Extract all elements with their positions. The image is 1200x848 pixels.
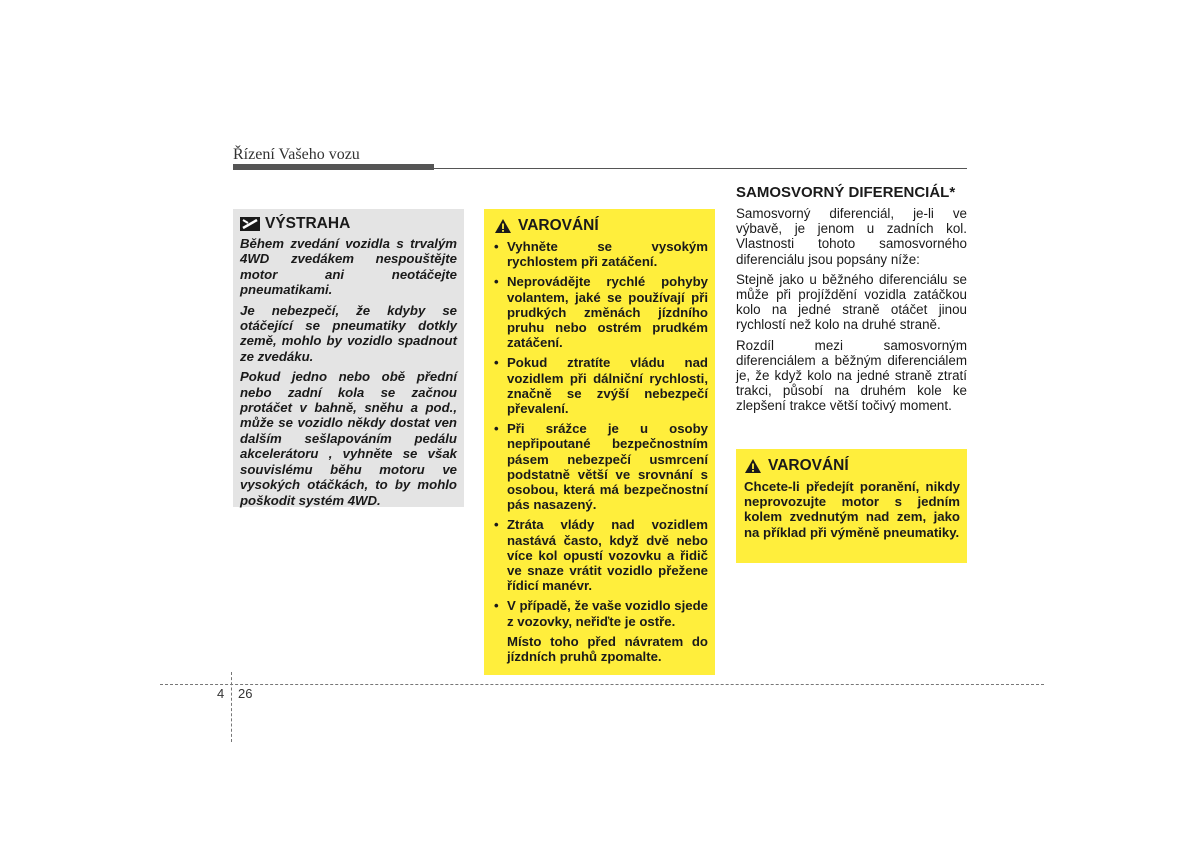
header-rule bbox=[233, 168, 967, 169]
warning-triangle-icon bbox=[744, 458, 762, 474]
body-paragraph: Samosvorný diferenciál, je-li ve výbavě, je jenom u zadních kol. Vlastnosti tohoto samosvorného diferenciálu jsou popsány níže: bbox=[736, 206, 967, 267]
list-item: • Pokud ztratíte vládu nad vozidlem při dálniční rychlosti, značně se zvýší nebezpečí převalení. bbox=[494, 355, 708, 417]
warning-box-varovani-1 bbox=[484, 209, 715, 675]
list-item: • V případě, že vaše vozidlo sjede z vozovky, neřiďte je ostře. bbox=[494, 598, 708, 629]
page-number: 26 bbox=[238, 686, 253, 701]
warning-heading-text: VAROVÁNÍ bbox=[518, 217, 599, 234]
section-body bbox=[736, 206, 967, 419]
warning-heading bbox=[744, 457, 960, 475]
warning-list bbox=[494, 239, 708, 629]
no-lift-icon bbox=[240, 217, 260, 231]
warning-heading bbox=[494, 217, 708, 235]
warning-paragraph: Během zvedání vozidla s trvalým 4WD zvedákem nespouštějte motor ani neotáčejte pneumatikami. bbox=[240, 236, 457, 298]
warning-box-vystraha bbox=[233, 209, 464, 507]
warning-triangle-icon bbox=[494, 218, 512, 234]
warning-heading bbox=[240, 215, 457, 233]
section-title: SAMOSVORNÝ DIFERENCIÁL* bbox=[736, 184, 956, 201]
list-item: • Vyhněte se vysokým rychlostem při zatáčení. bbox=[494, 239, 708, 270]
warning-paragraph: Pokud jedno nebo obě přední nebo zadní kola se začnou protáčet v bahně, sněhu a pod., může se vozidlo někdy dostat ven dalším sešlapováním pedálu akcelerátoru , vyhněte se však souvislému běhu motoru ve vysokých otáčkách, to by mohlo poškodit systém 4WD. bbox=[240, 369, 457, 508]
warning-paragraph: Je nebezpečí, že kdyby se otáčející se pneumatiky dotkly země, mohlo by vozidlo spadnout ze zvedáku. bbox=[240, 302, 457, 364]
warning-heading-text: VAROVÁNÍ bbox=[768, 457, 849, 474]
warning-heading-text: VÝSTRAHA bbox=[265, 215, 351, 232]
chapter-number: 4 bbox=[217, 686, 225, 701]
page-header-title: Řízení Vašeho vozu bbox=[233, 146, 360, 163]
warning-paragraph: Chcete-li předejít poranění, nikdy neprovozujte motor s jedním kolem zvednutým nad zem, jako na příklad při výměně pneumatiky. bbox=[744, 479, 960, 540]
body-paragraph: Stejně jako u běžného diferenciálu se může při projíždění vozidla zatáčkou kolo na jedné straně otáčet jinou rychlostí než kolo na druhé straně. bbox=[736, 271, 967, 333]
warning-paragraph: Místo toho před návratem do jízdních pruhů zpomalte. bbox=[507, 633, 708, 665]
header-accent-bar bbox=[233, 164, 434, 170]
list-item: • Ztráta vlády nad vozidlem nastává často, když dvě nebo více kol opustí vozovku a řidič ve snaze vrátit vozidlo přežene řídicí manévr. bbox=[494, 517, 708, 594]
list-item: • Neprovádějte rychlé pohyby volantem, jaké se používají při prudkých změnách jízdního pruhu nebo ostrém prudkém zatáčení. bbox=[494, 274, 708, 351]
body-paragraph: Rozdíl mezi samosvorným diferenciálem a běžným diferenciálem je, že když kolo na jedné straně ztratí trakci, působí na druhém kole ke zlepšení trakce větší točivý moment. bbox=[736, 337, 967, 414]
list-item: • Při srážce je u osoby nepřipoutané bezpečnostním pásem nebezpečí usmrcení podstatně větší ve srovnání s osobou, která má bezpečnostní pás nasazený. bbox=[494, 421, 708, 513]
footer-rule bbox=[160, 684, 1044, 685]
warning-box-varovani-2 bbox=[736, 449, 967, 563]
footer-divider bbox=[231, 672, 232, 742]
